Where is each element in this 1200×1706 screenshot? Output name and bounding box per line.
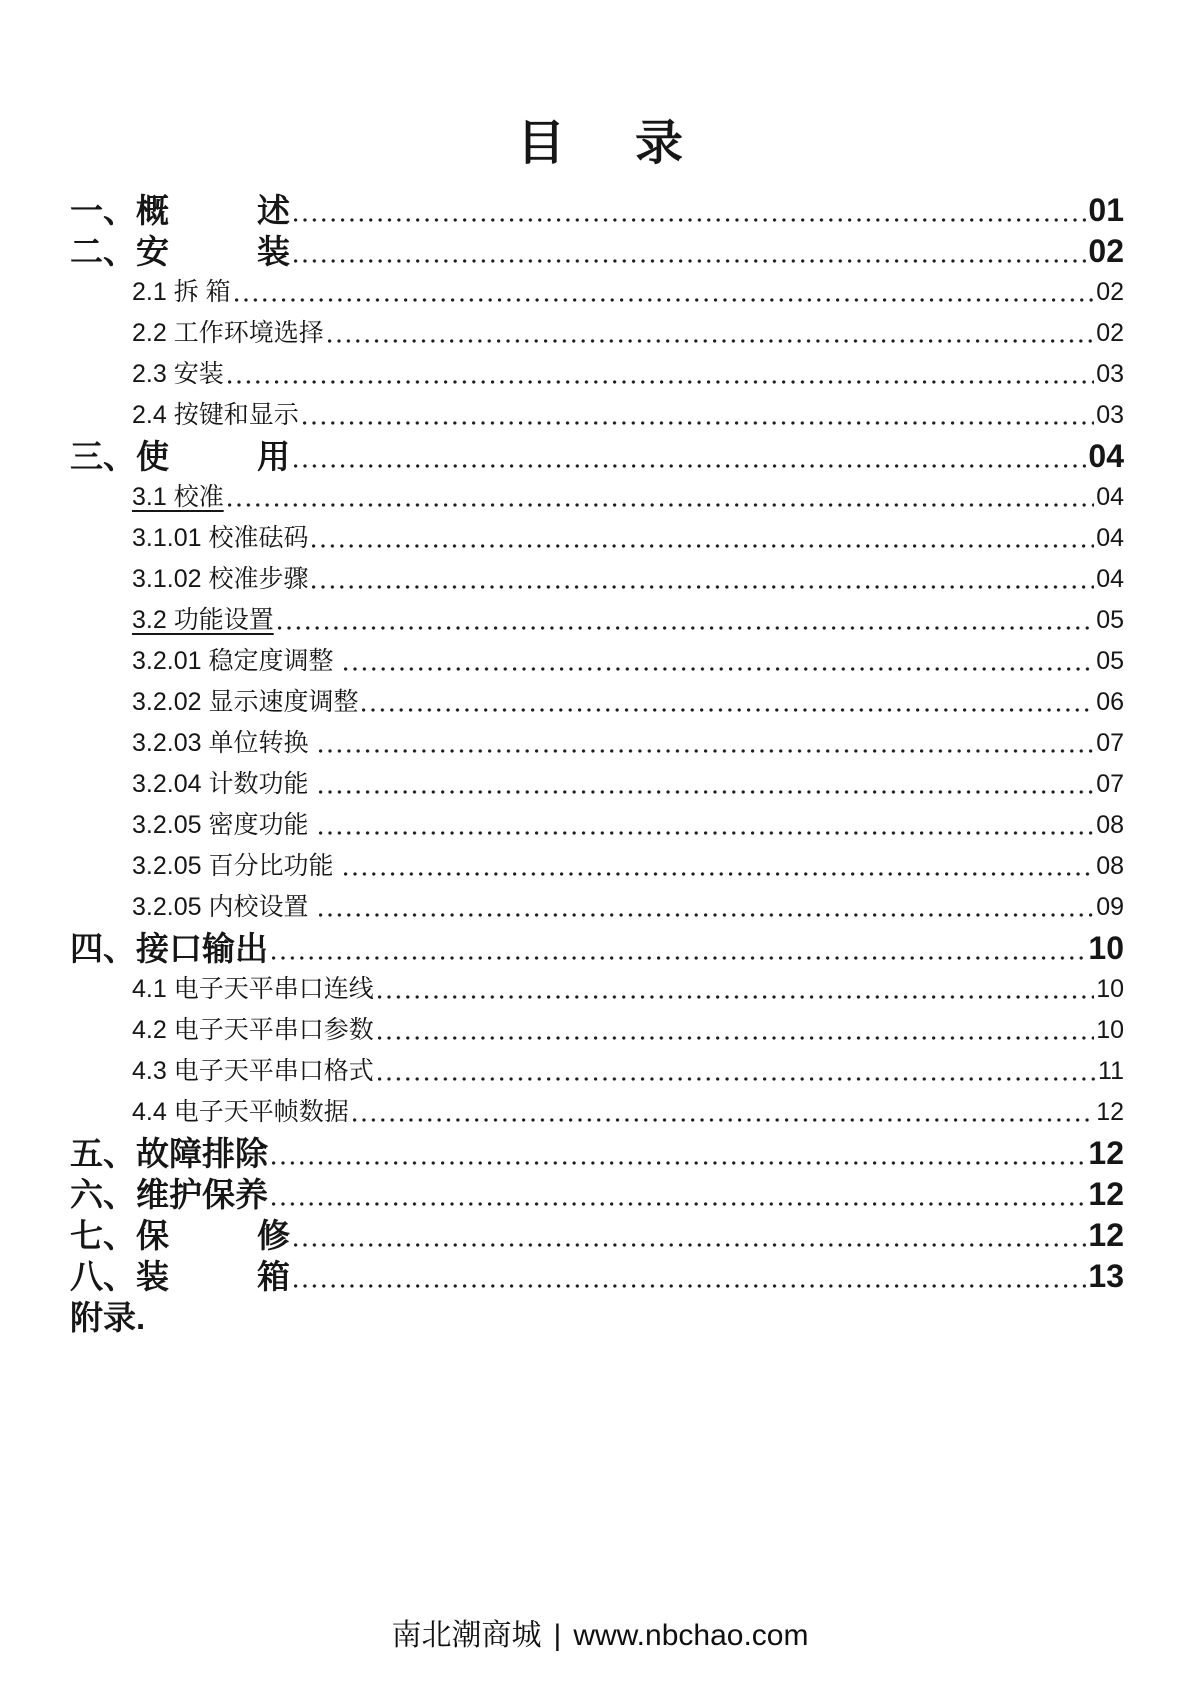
toc-entry-page-number: 06 <box>1096 688 1124 716</box>
footer-separator: | <box>553 1619 562 1652</box>
dot-leader <box>272 1174 1086 1215</box>
dot-leader <box>344 641 1094 682</box>
toc-entry-page-number: 03 <box>1096 401 1124 429</box>
toc-entry <box>70 600 1124 641</box>
dot-leader <box>312 518 1094 559</box>
toc-entry <box>70 395 1124 436</box>
toc-entry <box>70 1092 1124 1133</box>
toc-entry-label-part2: 述 <box>257 192 290 229</box>
toc-entry-label: 3.2.04 计数功能 <box>132 770 316 798</box>
toc-entry-page-number: 02 <box>1096 278 1124 306</box>
dot-leader <box>319 764 1094 805</box>
toc-entry <box>70 1174 1124 1215</box>
toc-entry-page-number: 08 <box>1096 852 1124 880</box>
toc-entry <box>70 682 1124 723</box>
toc-entry <box>70 559 1124 600</box>
toc-entry-label-part2: 装 <box>257 233 290 270</box>
toc-entry-label: 2.3 安装 <box>132 360 224 388</box>
toc-entry-page-number: 12 <box>1088 1217 1124 1253</box>
toc-entry <box>70 928 1124 969</box>
toc-entry-page-number: 05 <box>1096 606 1124 634</box>
toc-entry-page-number: 12 <box>1096 1098 1124 1126</box>
toc-entry-page-number: 02 <box>1096 319 1124 347</box>
toc-entry-page-number: 04 <box>1096 483 1124 511</box>
toc-entry-label: 3.2.02 显示速度调整 <box>132 688 359 716</box>
toc-entry-page-number: 04 <box>1096 565 1124 593</box>
toc-entry-label-part2: 箱 <box>257 1258 290 1295</box>
dot-leader <box>319 723 1094 764</box>
page-title-char1: 目 <box>516 117 565 170</box>
dot-leader <box>294 231 1086 272</box>
toc-entry-page-number: 08 <box>1096 811 1124 839</box>
toc-entry-label-part2: 修 <box>257 1217 290 1254</box>
toc-entry <box>70 190 1124 231</box>
toc-entry-label: 3.2.01 稳定度调整 <box>132 647 341 675</box>
toc-entry-label: 四、接口输出 <box>70 930 268 967</box>
toc-entry <box>70 313 1124 354</box>
toc-entry <box>70 723 1124 764</box>
toc-entry <box>70 231 1124 272</box>
toc-entry <box>70 764 1124 805</box>
toc-entry-page-number: 09 <box>1096 893 1124 921</box>
toc-entry <box>70 846 1124 887</box>
dot-leader <box>319 805 1094 846</box>
toc-entry-page-number: 05 <box>1096 647 1124 675</box>
dot-leader <box>294 190 1086 231</box>
dot-leader <box>344 846 1094 887</box>
toc-entry-label: 3.2.03 单位转换 <box>132 729 316 757</box>
footer-site-name: 南北潮商城 <box>391 1619 542 1652</box>
toc-entry <box>70 272 1124 313</box>
toc-entry-page-number: 07 <box>1096 770 1124 798</box>
toc-entry-label: 附录. <box>70 1299 146 1336</box>
dot-leader <box>303 395 1094 436</box>
toc-entry-page-number: 10 <box>1096 1016 1124 1044</box>
toc-entry-page-number: 07 <box>1096 729 1124 757</box>
dot-leader <box>328 313 1094 354</box>
dot-leader <box>272 928 1086 969</box>
toc-entry-label: 3.1.01 校准砝码 <box>132 524 309 552</box>
dot-leader <box>378 1051 1096 1092</box>
toc-entry <box>70 518 1124 559</box>
page-title-char2: 录 <box>635 117 684 170</box>
toc-entry <box>70 1010 1124 1051</box>
footer-url: www.nbchao.com <box>573 1619 809 1652</box>
dot-leader <box>149 1297 1122 1338</box>
toc-entry-label: 五、故障排除 <box>70 1135 268 1172</box>
toc-entry-label: 4.4 电子天平帧数据 <box>132 1098 349 1126</box>
toc-entry-page-number: 10 <box>1096 975 1124 1003</box>
toc-entry-label: 3.2.05 百分比功能 <box>132 852 341 880</box>
toc-entry-label: 3.1 校准 <box>132 483 224 511</box>
dot-leader <box>278 600 1094 641</box>
toc-entry-label: 2.4 按键和显示 <box>132 401 299 429</box>
toc-entry-label: 3.1.02 校准步骤 <box>132 565 309 593</box>
toc-entry <box>70 1133 1124 1174</box>
toc-entry <box>70 477 1124 518</box>
toc-entry-page-number: 10 <box>1088 930 1124 966</box>
toc-entry <box>70 641 1124 682</box>
dot-leader <box>353 1092 1094 1133</box>
page-title <box>0 116 1200 172</box>
dot-leader <box>378 1010 1094 1051</box>
dot-leader <box>294 1256 1086 1297</box>
toc-entry-label: 八、装 <box>70 1258 169 1295</box>
toc-entry <box>70 1215 1124 1256</box>
toc-entry <box>70 887 1124 928</box>
toc-entry-page-number: 01 <box>1088 192 1124 228</box>
toc-entry-label: 4.1 电子天平串口连线 <box>132 975 374 1003</box>
toc-entry-page-number: 04 <box>1096 524 1124 552</box>
toc-entry-page-number: 02 <box>1088 233 1124 269</box>
toc-entry-label: 3.2 功能设置 <box>132 606 274 634</box>
toc-entry-label: 2.1 拆 箱 <box>132 278 231 306</box>
footer <box>0 1616 1200 1656</box>
dot-leader <box>319 887 1094 928</box>
toc-entry <box>70 1051 1124 1092</box>
toc-entry-label: 4.2 电子天平串口参数 <box>132 1016 374 1044</box>
dot-leader <box>294 436 1086 477</box>
toc-entry-label: 三、使 <box>70 438 169 475</box>
toc-entry <box>70 354 1124 395</box>
dot-leader <box>235 272 1095 313</box>
dot-leader <box>362 682 1094 723</box>
dot-leader <box>294 1215 1086 1256</box>
toc-entry-label: 3.2.05 密度功能 <box>132 811 316 839</box>
toc-entry <box>70 805 1124 846</box>
dot-leader <box>228 477 1094 518</box>
toc-entry <box>70 436 1124 477</box>
toc-entry-page-number: 11 <box>1098 1057 1124 1085</box>
toc-entry-page-number: 13 <box>1088 1258 1124 1294</box>
toc-entry-label: 4.3 电子天平串口格式 <box>132 1057 374 1085</box>
toc-entry <box>70 969 1124 1010</box>
dot-leader <box>378 969 1094 1010</box>
toc-entry-page-number: 12 <box>1088 1135 1124 1171</box>
dot-leader <box>312 559 1094 600</box>
toc-entry <box>70 1297 1124 1338</box>
dot-leader <box>272 1133 1086 1174</box>
toc-entry-page-number: 12 <box>1088 1176 1124 1212</box>
dot-leader <box>228 354 1094 395</box>
toc-entry-label: 六、维护保养 <box>70 1176 268 1213</box>
toc-list <box>70 190 1124 1338</box>
toc-entry-label: 3.2.05 内校设置 <box>132 893 316 921</box>
toc-entry-label: 二、安 <box>70 233 169 270</box>
toc-entry-label: 2.2 工作环境选择 <box>132 319 324 347</box>
toc-entry-label: 一、概 <box>70 192 169 229</box>
toc-entry <box>70 1256 1124 1297</box>
toc-entry-label: 七、保 <box>70 1217 169 1254</box>
toc-entry-page-number: 04 <box>1088 438 1124 474</box>
toc-entry-page-number: 03 <box>1096 360 1124 388</box>
toc-entry-label-part2: 用 <box>257 438 290 475</box>
